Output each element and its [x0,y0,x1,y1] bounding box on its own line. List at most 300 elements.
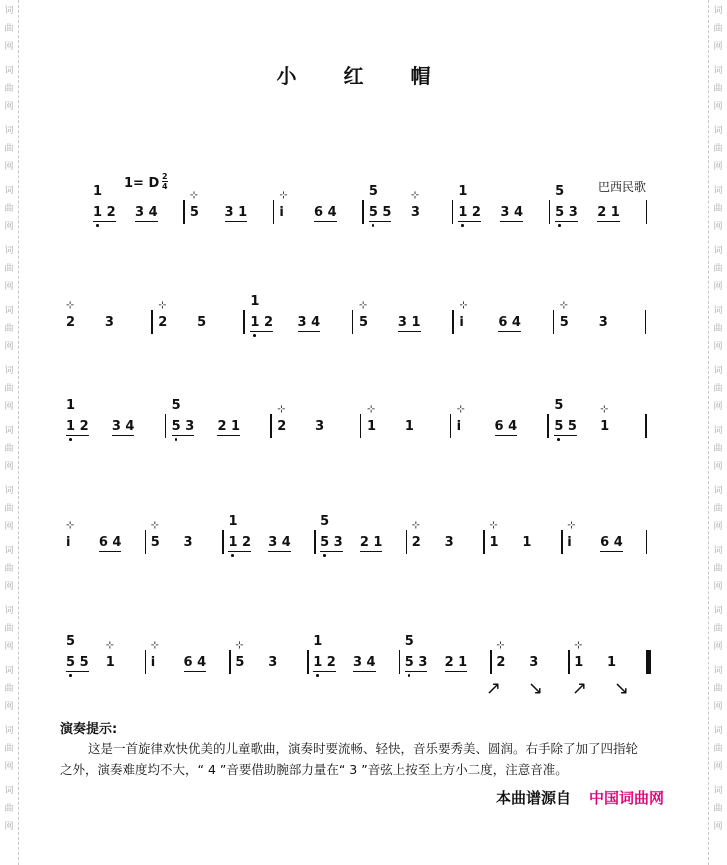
watermark-char: 词 [4,426,14,436]
watermark-char: 网 [4,162,14,172]
watermark-char: 曲 [4,144,14,154]
ornament-icon: ⊹ [496,640,505,651]
note-group [529,636,562,676]
watermark-char: 曲 [713,264,723,274]
note: 3 1 [224,205,248,220]
note: 1 [600,419,610,434]
note-group [600,400,638,440]
bar-line [165,414,167,438]
end-repeat-bar [646,650,651,674]
watermark-char: 曲 [713,384,723,394]
note-group [158,296,197,336]
note-group [268,516,308,556]
note: 3 4 [268,535,291,550]
ornament-icon: ⊹ [600,404,609,415]
ornament-icon: ⊹ [366,404,376,415]
note-group [217,400,263,440]
watermark-char: 词 [4,366,14,376]
bar-line [568,650,570,674]
note-group [555,186,597,226]
song-title: 小 红 帽 [276,64,451,88]
note-group [353,636,393,676]
bar-line [222,530,224,554]
grace-note: 5 [171,398,181,413]
note: 5 3 [404,655,428,670]
bar-line [406,530,408,554]
ornament-icon: ⊹ [158,300,167,311]
note-group [367,400,405,440]
watermark-char: 网 [713,42,723,52]
watermark-char: 网 [713,462,723,472]
lower-octave-dot [557,438,560,441]
watermark-char: 网 [713,162,723,172]
note: 2 1 [444,655,468,670]
note: 1 [404,419,414,434]
note-group [498,296,545,336]
note: 2 1 [597,205,620,220]
lower-octave-dot [558,224,561,227]
note: 6 4 [498,315,521,330]
bar-line [547,414,549,438]
note-group [105,296,144,336]
grace-note: 1 [93,184,103,199]
watermark-char: 网 [4,102,14,112]
composer-label: 巴西民歌 [598,180,647,194]
ornament-icon: ⊹ [105,640,115,651]
note-group [277,400,315,440]
direction-arrow-icon: ↗ [572,678,588,699]
watermark-char: 曲 [713,144,723,154]
note: i [279,205,284,220]
bar-line [483,530,485,554]
note: 3 4 [111,419,135,434]
watermark-char: 网 [713,582,723,592]
ornament-icon: ⊹ [279,190,288,201]
note: 5 [150,535,160,550]
bar-line [270,414,272,438]
note-group [314,186,356,226]
watermark-char: 网 [4,702,14,712]
note: 5 3 [171,419,195,434]
watermark-char: 词 [4,66,14,76]
watermark-char: 曲 [4,684,14,694]
grace-note: 1 [458,184,468,199]
note: 1 2 [313,655,336,670]
bar-line [452,310,454,334]
note: 6 4 [494,419,518,434]
watermark-char: 网 [4,822,14,832]
watermark-char: 词 [4,786,14,796]
watermark-char: 网 [713,762,723,772]
grace-note: 5 [368,184,378,199]
note: 5 3 [555,205,578,220]
bar-line [450,414,452,438]
watermark-char: 词 [713,126,723,136]
note-group [250,296,297,336]
note-group [560,296,599,336]
note: 5 [235,655,245,670]
note: 3 4 [135,205,158,220]
lower-octave-dot [461,224,464,227]
watermark-char: 词 [4,606,14,616]
note: 6 4 [98,535,122,550]
note-group [66,636,106,676]
note-group [225,186,267,226]
bar-line [352,310,354,334]
watermark-char: 网 [713,822,723,832]
key-signature: 1= D [124,176,160,191]
note: 2 1 [217,419,241,434]
watermark-char: 曲 [713,624,723,634]
bar-line [452,200,454,224]
watermark-char: 网 [4,342,14,352]
watermark-char: 网 [713,642,723,652]
ornament-icon: ⊹ [489,520,498,531]
note: 5 5 [554,419,577,434]
source-credit [496,787,664,808]
lower-octave-dot [96,224,99,227]
note: 1 [366,419,377,434]
note: 5 [559,315,569,330]
bar-line [553,310,555,334]
note-group [495,400,541,440]
note: 5 5 [66,655,89,670]
note-group [66,400,112,440]
note-group [459,296,498,336]
bar-line [561,530,563,554]
bar-line [314,530,316,554]
watermark-char: 曲 [4,264,14,274]
watermark-char: 词 [713,666,723,676]
watermark-char: 网 [4,582,14,592]
ornament-icon: ⊹ [66,300,75,311]
watermark-char: 曲 [713,24,723,34]
performance-hint-title: 演奏提示: [60,722,118,737]
note: 3 4 [297,315,321,330]
bar-line [183,200,185,224]
watermark-char: 曲 [4,24,14,34]
note-group [522,516,555,556]
note: 6 4 [314,205,337,220]
note: 5 3 [320,535,343,550]
note-group [411,186,446,226]
lower-octave-dot [323,554,326,557]
ornament-icon: ⊹ [574,640,583,651]
watermark-char: 曲 [4,564,14,574]
note: 2 [411,535,421,550]
note-group [66,516,99,556]
lower-octave-dot [408,674,411,677]
ornament-icon: ⊹ [459,300,468,311]
bar-line [360,414,362,438]
note: 5 [197,315,207,330]
note-group [490,516,523,556]
watermark-char: 曲 [4,504,14,514]
grace-note: 5 [555,184,565,199]
lower-octave-dot [253,334,256,337]
watermark-char: 词 [4,726,14,736]
bar-line [362,200,364,224]
watermark-char: 网 [4,762,14,772]
watermark-char: 曲 [4,204,14,214]
note: 2 [66,315,76,330]
note: 3 [598,315,608,330]
watermark-char: 网 [4,642,14,652]
lower-octave-dot [316,674,319,677]
note-group [235,636,268,676]
ornament-icon: ⊹ [235,640,244,651]
note-group [151,636,184,676]
note: i [459,315,464,330]
ornament-icon: ⊹ [66,520,75,531]
watermark-char: 网 [4,462,14,472]
grace-note: 1 [313,634,323,649]
note-group [599,296,638,336]
score-row [0,400,727,440]
note: 3 [315,419,325,434]
watermark-char: 词 [4,246,14,256]
grace-note: 5 [554,398,564,413]
watermark-char: 曲 [713,444,723,454]
note: 3 [104,315,114,330]
note-group [500,186,542,226]
watermark-char: 词 [713,726,723,736]
watermark-char: 网 [4,222,14,232]
watermark-char: 网 [4,522,14,532]
note-group [607,636,640,676]
bar-line [646,200,648,224]
note-group [600,516,640,556]
note: i [150,655,156,670]
note: 3 [444,535,454,550]
note: 2 [158,315,168,330]
note-group [458,186,500,226]
ornament-icon: ⊹ [410,190,420,201]
note-group [135,186,177,226]
note-group [405,636,445,676]
watermark-char: 词 [713,786,723,796]
note: 1 2 [228,535,252,550]
note-group [151,516,184,556]
watermark-char: 曲 [713,204,723,214]
time-signature-top: 2 [162,172,168,181]
note-group [93,186,135,226]
source-label: 本曲谱源自 [496,789,572,807]
score-row [0,516,727,556]
ornament-icon: ⊹ [189,190,199,201]
ornament-icon: ⊹ [567,520,576,531]
watermark-char: 网 [713,702,723,712]
note-group [597,186,639,226]
lower-octave-dot [372,224,375,227]
note: 3 [268,655,278,670]
ornament-icon: ⊹ [150,640,160,651]
score-row [0,186,727,226]
note: 2 [277,419,287,434]
note-group [445,636,485,676]
watermark-char: 网 [4,282,14,292]
watermark-char: 网 [713,522,723,532]
bar-line [307,650,309,674]
ornament-icon: ⊹ [150,520,160,531]
note: 6 4 [600,535,623,550]
direction-arrow-icon: ↘ [528,678,544,699]
watermark-char: 网 [713,282,723,292]
watermark-char: 曲 [713,684,723,694]
source-site-link[interactable]: 中国词曲网 [589,789,665,807]
watermark-char: 曲 [713,324,723,334]
watermark-char: 词 [713,6,723,16]
note: 1 [522,535,532,550]
note: 1 [489,535,499,550]
watermark-char: 词 [713,606,723,616]
note-group [298,296,345,336]
note-group [496,636,529,676]
note-group [398,296,445,336]
note-group [554,400,600,440]
lower-octave-dot [175,438,178,441]
ornament-icon: ⊹ [456,404,466,415]
ornament-icon: ⊹ [559,300,569,311]
note-group [197,296,236,336]
watermark-char: 曲 [4,804,14,814]
note: i [66,535,71,550]
watermark-char: 网 [713,222,723,232]
watermark-char: 曲 [4,324,14,334]
note-group [184,636,224,676]
note: 1 2 [93,205,116,220]
direction-arrow-icon: ↘ [614,678,630,699]
watermark-char: 词 [4,486,14,496]
note: 3 [410,205,420,220]
watermark-char: 词 [713,66,723,76]
grace-note: 5 [320,514,330,529]
note-group [279,186,314,226]
note-group [99,516,139,556]
note-group [184,516,217,556]
note: 1 [607,655,617,670]
watermark-char: 曲 [4,624,14,634]
note-group [106,636,139,676]
bar-line [229,650,231,674]
grace-note: 1 [250,294,260,309]
lower-octave-dot [69,438,72,441]
watermark-char: 网 [713,342,723,352]
bar-line [399,650,401,674]
ornament-icon: ⊹ [359,300,368,311]
note: 6 4 [183,655,207,670]
watermark-char: 曲 [713,84,723,94]
note-group [190,186,225,226]
note: 5 [359,315,369,330]
ornament-icon: ⊹ [411,520,421,531]
note-group [66,296,105,336]
note: 2 1 [359,535,383,550]
note-group [412,516,445,556]
note: 1 [105,655,115,670]
note: i [456,419,462,434]
note-group [112,400,158,440]
watermark-char: 词 [4,126,14,136]
watermark-char: 曲 [713,564,723,574]
watermark-char: 词 [4,6,14,16]
note-group [574,636,607,676]
note-group [567,516,600,556]
watermark-char: 曲 [4,384,14,394]
note-group [320,516,360,556]
watermark-char: 网 [713,102,723,112]
score-row [0,296,727,336]
watermark-char: 词 [713,306,723,316]
watermark-char: 网 [713,402,723,412]
note: 3 4 [352,655,376,670]
watermark-char: 曲 [4,84,14,94]
note-group [228,516,268,556]
note: 3 1 [397,315,421,330]
note: 5 5 [368,205,392,220]
note-group [405,400,443,440]
watermark-char: 曲 [713,744,723,754]
bar-line [490,650,492,674]
note: 1 [574,655,584,670]
note-group [360,516,400,556]
note: 1 2 [250,315,274,330]
watermark-char: 词 [713,486,723,496]
grace-note: 5 [404,634,414,649]
note: 3 [183,535,193,550]
watermark-char: 词 [4,546,14,556]
watermark-char: 网 [4,402,14,412]
note: 3 [529,655,539,670]
note: 1 2 [458,205,481,220]
note-group [457,400,495,440]
direction-arrow-icon: ↗ [486,678,502,699]
watermark-char: 词 [713,426,723,436]
bar-line [646,530,648,554]
bar-line [645,414,647,438]
watermark-char: 词 [4,666,14,676]
watermark-char: 词 [4,186,14,196]
lower-octave-dot [231,554,234,557]
grace-note: 5 [66,634,76,649]
note-group [313,636,353,676]
note-group [268,636,301,676]
watermark-char: 词 [713,246,723,256]
time-signature-bottom: 4 [162,182,168,191]
watermark-char: 网 [4,42,14,52]
bar-line [243,310,245,334]
note-group [445,516,478,556]
bar-line [145,650,147,674]
lower-octave-dot [69,674,72,677]
note: 1 2 [66,419,89,434]
note: 5 [189,205,199,220]
ornament-icon: ⊹ [277,404,286,415]
watermark-char: 词 [4,306,14,316]
note: 3 4 [500,205,523,220]
note-group [172,400,218,440]
note: 2 [496,655,506,670]
bar-line [645,310,647,334]
performance-hint-text: 这是一首旋律欢快优美的儿童歌曲，演奏时要流畅、轻快，音乐要秀美、圆润。右手除了加了四指轮之外，演奏难度均不大，“ 4 ”音要借助腕部力量在“ 3 ”音弦上按至上方小二度，注意音准。 [60,741,639,777]
watermark-char: 曲 [713,504,723,514]
note-group [369,186,411,226]
grace-note: 1 [66,398,76,413]
bar-line [549,200,551,224]
note: i [567,535,572,550]
score-row [0,636,727,676]
note-group [315,400,353,440]
